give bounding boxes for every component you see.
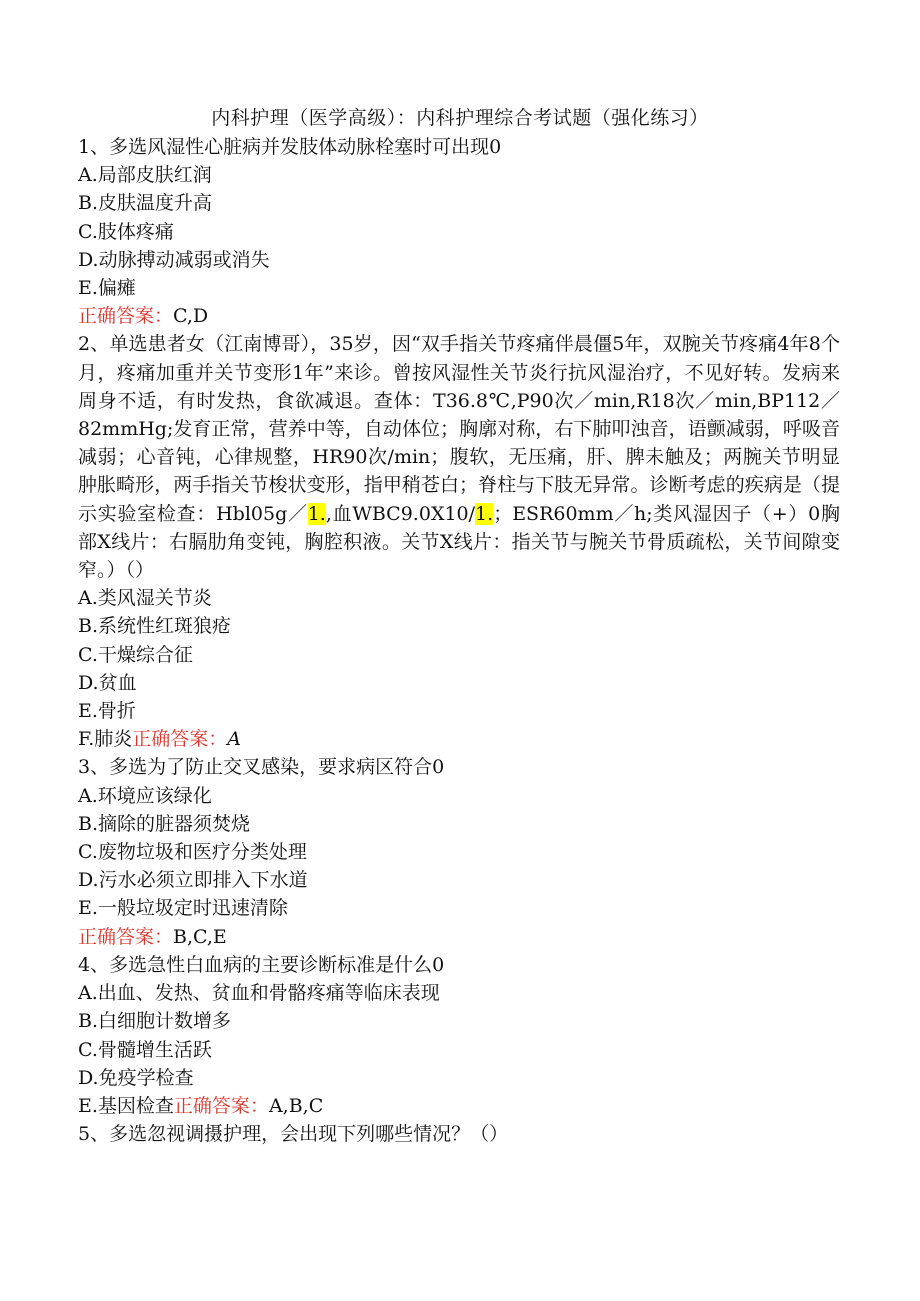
question-4-stem: 4、多选急性白血病的主要诊断标准是什么0 xyxy=(78,953,445,976)
question-1-option-c: C.肢体疼痛 xyxy=(78,220,174,243)
question-2-option-c: C.干燥综合征 xyxy=(78,643,193,666)
highlight-mark: 1. xyxy=(475,502,494,525)
question-1-option-b: B.皮肤温度升高 xyxy=(78,192,213,215)
question-2-stem-part3: ；ESR60mm／h;类风湿因子（+）0胸部X线片：右膈肋角变钝，胸腔积液。关节X线片：指关节与腕关节骨质疏松，关节间隙变窄。）（） xyxy=(78,502,840,582)
question-2-option-e: E.骨折 xyxy=(78,700,136,723)
answer-label: 正确答案： xyxy=(132,728,228,751)
question-3-option-c: C.废物垃圾和医疗分类处理 xyxy=(78,841,307,864)
question-4-option-a: A.出血、发热、贫血和骨骼疼痛等临床表现 xyxy=(78,982,440,1005)
question-3-option-a: A.环境应该绿化 xyxy=(78,784,212,807)
answer-label: 正确答案： xyxy=(173,1094,269,1117)
answer-value: B,C,E xyxy=(173,925,227,948)
answer-value: A xyxy=(227,728,242,751)
answer-label: 正确答案： xyxy=(78,925,174,948)
page-title: 内科护理（医学高级）：内科护理综合考试题（强化练习） xyxy=(211,107,709,129)
question-4-option-e: E.基因检查 xyxy=(78,1094,174,1117)
question-4-option-d: D.免疫学检查 xyxy=(78,1066,194,1089)
answer-value: C,D xyxy=(173,305,209,328)
question-4-option-e-with-answer xyxy=(78,1092,840,1120)
question-1-option-d: D.动脉搏动减弱或消失 xyxy=(78,248,270,271)
question-3-option-e: E.一般垃圾定时迅速清除 xyxy=(78,897,288,920)
question-3-answer xyxy=(78,923,840,951)
question-1-answer xyxy=(78,302,840,330)
question-4-option-c: C.骨髓增生活跃 xyxy=(78,1038,212,1061)
question-2-stem-part1: 2、单选患者女（江南博哥），35岁，因“双手指关节疼痛伴晨僵5年，双腕关节疼痛4年8个月，疼痛加重并关节变形1年”来诊。曾按风湿性关节炎行抗风湿治疗，不见好转。发病来周身不适，有时发热，食欲减退。查体：T36.8℃,P90次／min,R18次／min,BP112／82mmHg;发育正常，营养中等，自动体位；胸廓对称，右下肺叩浊音，语颤减弱，呼吸音减弱；心音钝，心律规整，HR90次/min；腹软，无压痛，肝、脾未触及；两腕关节明显肿胀畸形，两手指关节梭状变形，指甲稍苍白；脊柱与下肢无异常。诊断考虑的疾病是（提示实验室检查：Hbl05g／ xyxy=(78,333,840,525)
question-3-option-d: D.污水必须立即排入下水道 xyxy=(78,869,308,892)
question-4-option-b: B.白细胞计数增多 xyxy=(78,1010,232,1033)
question-3-option-b: B.摘除的脏器须焚烧 xyxy=(78,812,251,835)
question-2-stem xyxy=(78,330,840,584)
question-1-option-a: A.局部皮肤红润 xyxy=(78,164,212,187)
question-2-option-f-with-answer xyxy=(78,725,840,753)
question-1-stem: 1、多选风湿性心脏病并发肢体动脉栓塞时可出现0 xyxy=(78,136,502,158)
question-2-stem-part2: ,血WBC9.0X10/ xyxy=(325,502,476,525)
question-2-option-a: A.类风湿关节炎 xyxy=(78,587,212,610)
question-3-stem: 3、多选为了防止交叉感染，要求病区符合0 xyxy=(78,756,445,779)
question-2-option-f: F.肺炎 xyxy=(78,728,133,751)
highlight-mark: 1. xyxy=(307,502,326,525)
question-5-stem: 5、多选忽视调摄护理，会出现下列哪些情况？（） xyxy=(78,1123,509,1146)
question-list xyxy=(78,133,840,1148)
question-1-option-e: E.偏瘫 xyxy=(78,277,136,300)
answer-label: 正确答案： xyxy=(78,305,174,328)
answer-value: A,B,C xyxy=(268,1094,324,1117)
question-2-option-d: D.贫血 xyxy=(78,671,137,694)
question-2-option-b: B.系统性红斑狼疮 xyxy=(78,615,232,638)
